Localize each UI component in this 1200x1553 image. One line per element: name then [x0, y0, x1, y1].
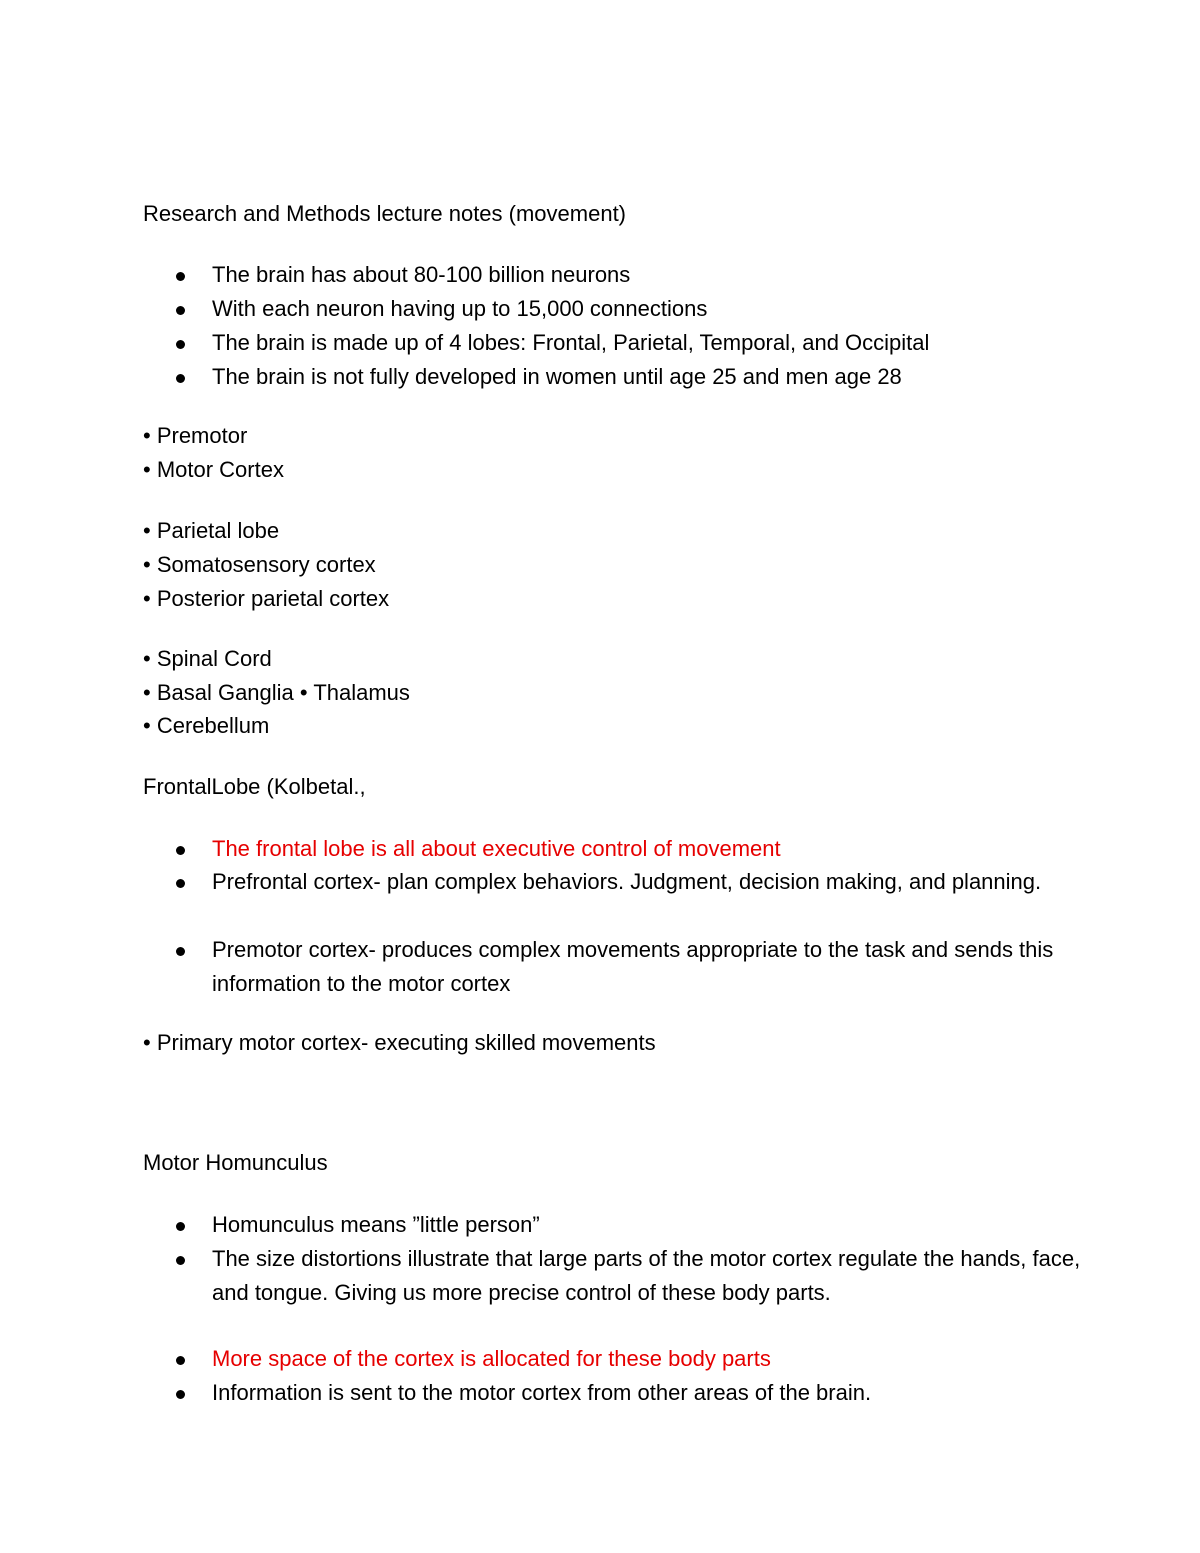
bullet-icon [176, 272, 185, 281]
frontal-bullet-2: Prefrontal cortex- plan complex behaviors. Judgment, decision making, and planning. [212, 865, 1092, 899]
bullet-icon [176, 374, 185, 383]
bullet-icon [176, 947, 185, 956]
group2-item-1: • Parietal lobe [143, 518, 280, 543]
bullet-icon [176, 306, 185, 315]
bullet-icon [176, 340, 185, 349]
homunculus-bullet-2: The size distortions illustrate that large parts of the motor cortex regulate the hands, face, and tongue. Giving us more precise control of these body parts. [212, 1242, 1092, 1310]
bullet-icon [176, 1222, 185, 1231]
group1-item-2: • Motor Cortex [143, 457, 284, 482]
group2-item-2: • Somatosensory cortex [143, 552, 376, 577]
motor-homunculus-heading: Motor Homunculus [143, 1150, 328, 1175]
group2-item-3: • Posterior parietal cortex [143, 586, 390, 611]
bullet-icon [176, 879, 185, 888]
group3-item-3: • Cerebellum [143, 713, 270, 738]
homunculus-bullet-4: Information is sent to the motor cortex from other areas of the brain. [212, 1376, 1092, 1410]
frontal-bullet-3: Premotor cortex- produces complex movements appropriate to the task and sends this information to the motor cortex [212, 933, 1092, 1001]
intro-bullet-3: The brain is made up of 4 lobes: Frontal, Parietal, Temporal, and Occipital [212, 326, 1092, 360]
bullet-icon [176, 1256, 185, 1265]
group3-item-1: • Spinal Cord [143, 646, 272, 671]
bullet-icon [176, 846, 185, 855]
bullet-icon [176, 1356, 185, 1365]
homunculus-bullet-1: Homunculus means ”little person” [212, 1208, 1092, 1242]
frontal-bullet-1: The frontal lobe is all about executive control of movement [212, 832, 1092, 866]
intro-bullet-4: The brain is not fully developed in women until age 25 and men age 28 [212, 360, 1092, 394]
primary-motor-item: • Primary motor cortex- executing skilled movements [143, 1030, 656, 1055]
homunculus-bullet-3: More space of the cortex is allocated for these body parts [212, 1342, 1092, 1376]
document-title: Research and Methods lecture notes (movement) [143, 201, 627, 226]
group3-item-2: • Basal Ganglia • Thalamus [143, 680, 410, 705]
intro-bullet-2: With each neuron having up to 15,000 connections [212, 292, 1092, 326]
frontal-lobe-heading: FrontalLobe (Kolbetal., [143, 774, 366, 799]
bullet-icon [176, 1390, 185, 1399]
intro-bullet-1: The brain has about 80-100 billion neurons [212, 258, 1092, 292]
group1-item-1: • Premotor [143, 423, 248, 448]
